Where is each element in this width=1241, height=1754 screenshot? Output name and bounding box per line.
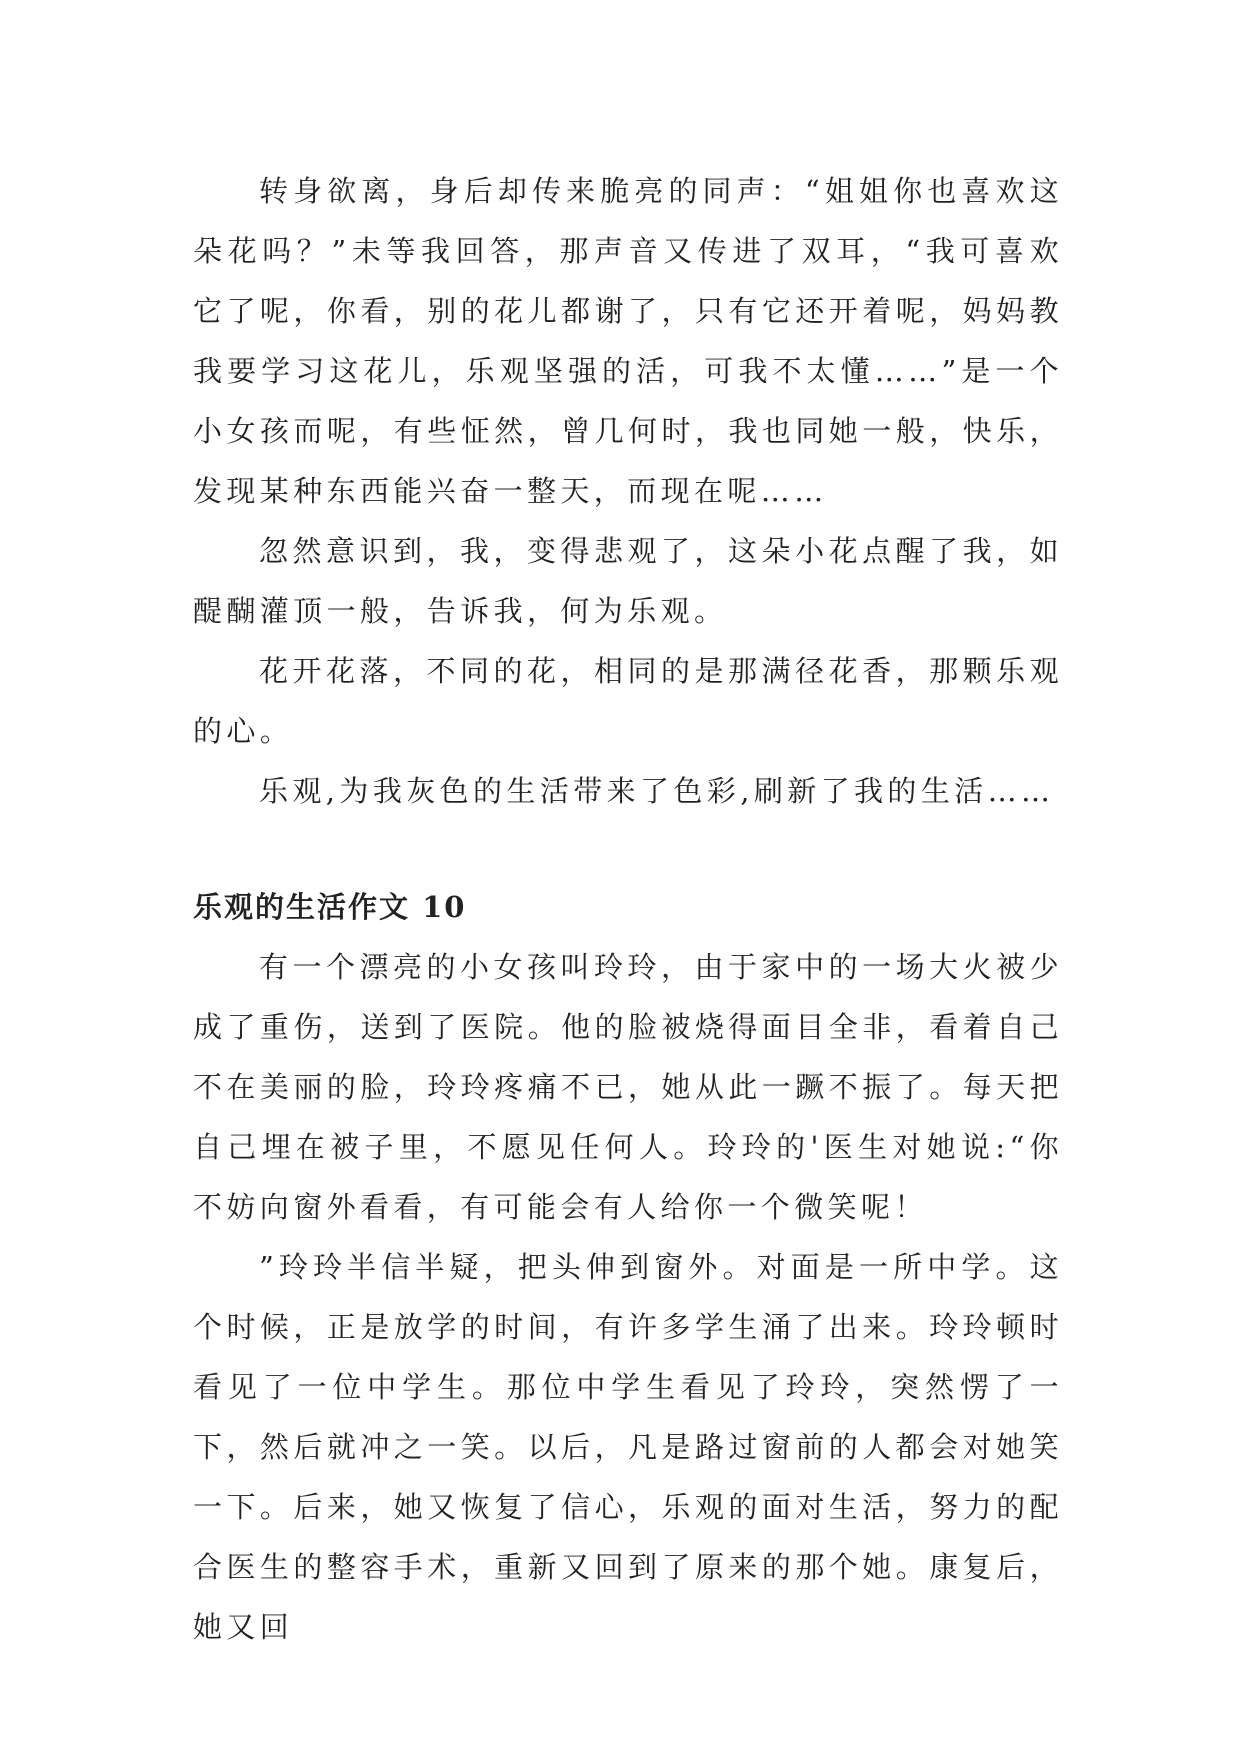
paragraph-optimism: 乐观,为我灰色的生活带来了色彩,刷新了我的生活…… <box>259 774 1055 808</box>
paragraph-dialogue: 转身欲离，身后却传来脆亮的同声：“姐姐你也喜欢这朵花吗？”未等我回答，那声音又传进了双耳，“我可喜欢它了呢，你看，别的花儿都谢了，只有它还开着呢，妈妈教我要学习这花儿，乐观坚强的活，可我不太懂……”是一个小女孩而呢，有些怔然，曾几何时，我也同她一般，快乐，发现某种东西能兴奋一整天，而现在呢…… <box>193 174 1063 508</box>
paragraph-realization: 忽然意识到，我，变得悲观了，这朵小花点醒了我，如醍醐灌顶一般，告诉我，何为乐观。 <box>193 534 1063 628</box>
paragraph-flowers: 花开花落，不同的花，相同的是那满径花香，那颗乐观的心。 <box>193 654 1063 748</box>
document-page <box>193 161 1063 1657</box>
paragraph-lingling-recovery: ”玲玲半信半疑，把头伸到窗外。对面是一所中学。这个时候，正是放学的时间，有许多学生涌了出来。玲玲顿时看见了一位中学生。那位中学生看见了玲玲，突然愣了一下，然后就冲之一笑。以后，凡是路过窗前的人都会对她笑一下。后来，她又恢复了信心，乐观的面对生活，努力的配合医生的整容手术，重新又回到了原来的那个她。康复后，她又回 <box>193 1250 1063 1644</box>
section-heading: 乐观的生活作文 10 <box>193 890 467 924</box>
paragraph-lingling-injury: 有一个漂亮的小女孩叫玲玲，由于家中的一场大火被少成了重伤，送到了医院。他的脸被烧得面目全非，看着自己不在美丽的脸，玲玲疼痛不已，她从此一蹶不振了。每天把自己埋在被子里，不愿见任何人。玲玲的'医生对她说:“你不妨向窗外看看，有可能会有人给你一个微笑呢！ <box>193 950 1063 1224</box>
